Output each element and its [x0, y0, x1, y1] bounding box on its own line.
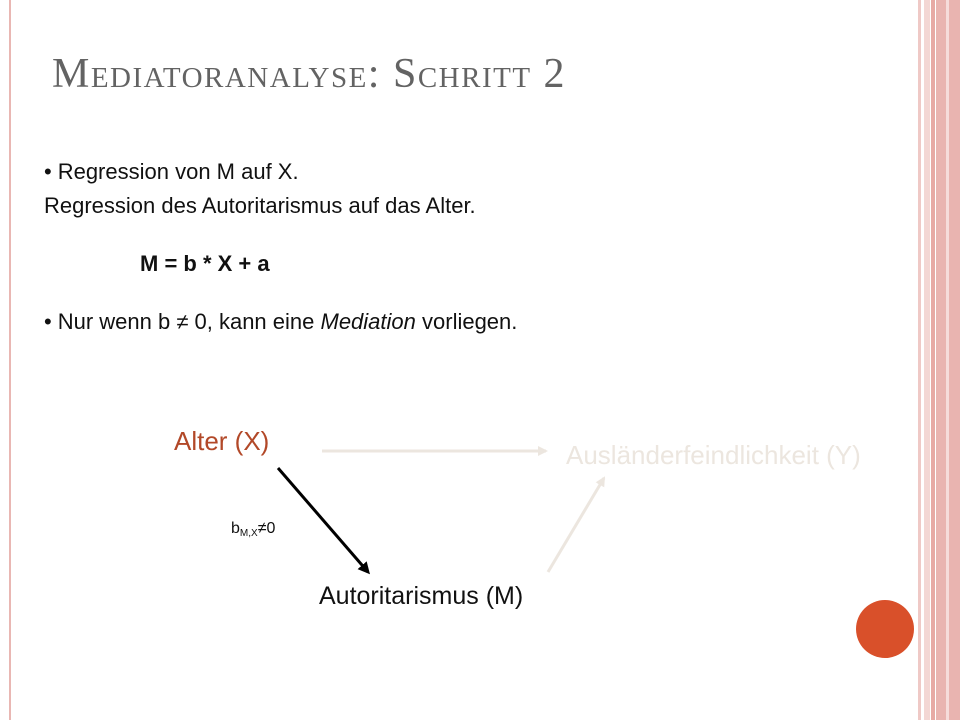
text-regression-description: Regression des Autoritarismus auf das Alter. [44, 193, 476, 218]
text-condition-emphasis: Mediation [320, 309, 416, 334]
slide-title: Mediatoranalyse: Schritt 2 [52, 51, 567, 97]
text-regression-m-x: Regression von M auf X. [57, 159, 299, 184]
path-coefficient-label [231, 520, 275, 539]
path-coefficient-base: b [231, 520, 240, 537]
node-alter-x: Alter (X) [174, 426, 270, 456]
text-condition-after: vorliegen. [415, 309, 518, 334]
path-coefficient-subscript: M,X [239, 528, 258, 539]
bullet-icon: • [44, 159, 52, 184]
regression-formula: M = b * X + a [140, 251, 270, 276]
node-auslaenderfeindlichkeit-y: Ausländerfeindlichkeit (Y) [566, 440, 861, 470]
text-condition-before: Nur wenn b ≠ 0, kann eine [57, 309, 321, 334]
node-autoritarismus-m: Autoritarismus (M) [319, 582, 524, 610]
accent-circle-icon [856, 600, 914, 658]
bullet-icon: • [44, 309, 52, 334]
path-coefficient-suffix: ≠0 [257, 520, 276, 537]
